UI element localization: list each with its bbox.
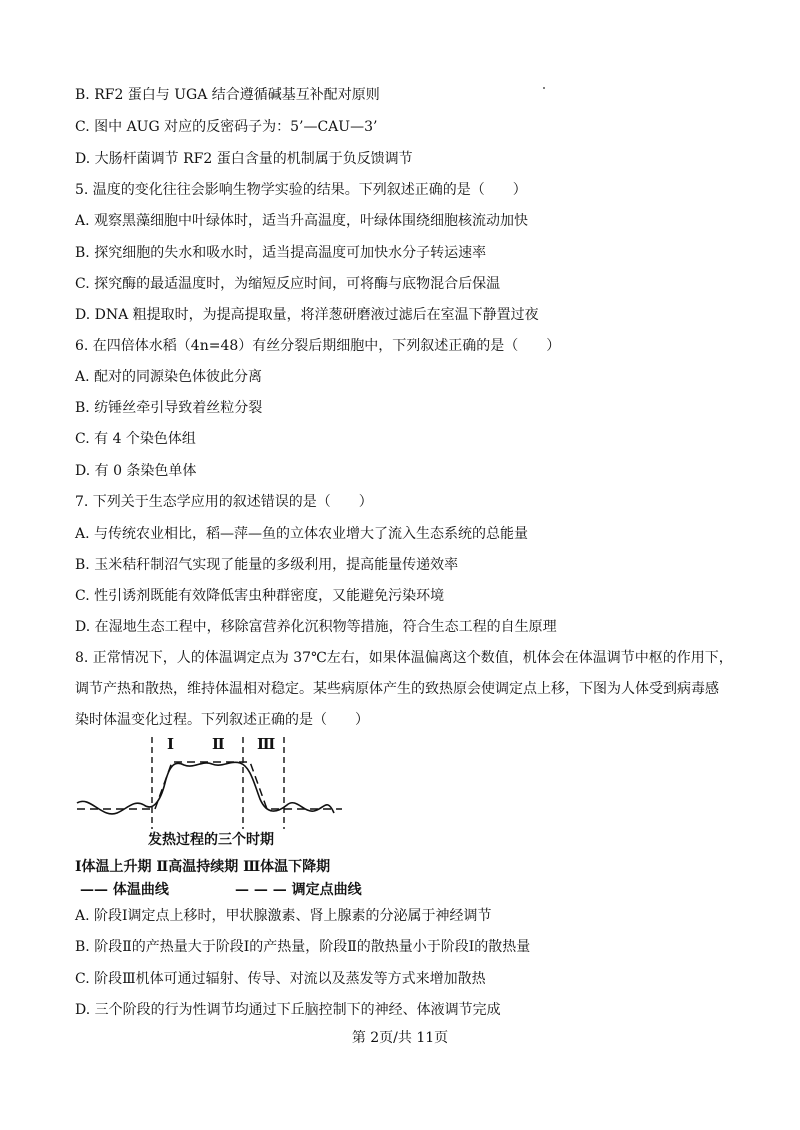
q5-option-d: D. DNA 粗提取时，为提高提取量，将洋葱研磨液过滤后在室温下静置过夜 [75,307,539,323]
q4-option-d: D. 大肠杆菌调节 RF2 蛋白含量的机制属于负反馈调节 [75,151,413,167]
set-point-curve [77,762,342,809]
q6-option-a: A. 配对的同源染色体彼此分离 [75,369,263,385]
q7-option-b: B. 玉米秸秆制沼气实现了能量的多级利用，提高能量传递效率 [75,557,459,573]
q8-stem-line2: 调节产热和散热，维持体温相对稳定。某些病原体产生的致热原会使调定点上移，下图为人体受到病毒感 [75,681,719,697]
legend-dashed-line: — — — 调定点曲线 [235,882,362,898]
q4-option-b: B. RF2 蛋白与 UGA 结合遵循碱基互补配对原则 [75,87,380,103]
q5-stem: 5. 温度的变化往往会影响生物学实验的结果。下列叙述正确的是（ ） [75,182,527,198]
q7-option-c: C. 性引诱剂既能有效降低害虫种群密度，又能避免污染环境 [75,588,445,604]
q7-option-d: D. 在湿地生态工程中，移除富营养化沉积物等措施，符合生态工程的自生原理 [75,619,557,635]
body-temperature-curve [77,762,334,814]
q6-option-c: C. 有 4 个染色体组 [75,431,196,447]
q6-option-b: B. 纺锤丝牵引导致着丝粒分裂 [75,400,263,416]
q5-option-c: C. 探究酶的最适温度时，为缩短反应时间，可将酶与底物混合后保温 [75,276,501,292]
fever-phase-diagram [72,733,362,853]
figure-caption: 发热过程的三个时期 [148,832,274,848]
q8-stem-line1: 8. 正常情况下，人的体温调定点为 37℃左右，如果体温偏离这个数值，机体会在体温调节中枢的作用下， [75,650,733,666]
q6-stem: 6. 在四倍体水稻（4n=48）有丝分裂后期细胞中，下列叙述正确的是（ ） [75,338,561,354]
q6-option-d: D. 有 0 条染色单体 [75,463,197,479]
q5-option-b: B. 探究细胞的失水和吸水时，适当提高温度可加快水分子转运速率 [75,245,487,261]
q4-option-c: C. 图中 AUG 对应的反密码子为：5’—CAU—3’ [75,119,378,135]
legend-solid-line: —— 体温曲线 [80,882,169,898]
q8-option-d: D. 三个阶段的行为性调节均通过下丘脑控制下的神经、体液调节完成 [75,1002,501,1018]
q8-option-b: B. 阶段Ⅱ的产热量大于阶段Ⅰ的产热量，阶段Ⅱ的散热量小于阶段Ⅰ的散热量 [75,939,531,955]
phase-label-2: Ⅱ [212,735,225,753]
legend-phases: Ⅰ体温上升期 Ⅱ高温持续期 Ⅲ体温下降期 [75,859,331,875]
q7-stem: 7. 下列关于生态学应用的叙述错误的是（ ） [75,494,373,510]
q7-option-a: A. 与传统农业相比，稻—萍—鱼的立体农业增大了流入生态系统的总能量 [75,526,529,542]
q8-option-a: A. 阶段Ⅰ调定点上移时，甲状腺激素、肾上腺素的分泌属于神经调节 [75,908,492,924]
q5-option-a: A. 观察黑藻细胞中叶绿体时，适当升高温度，叶绿体围绕细胞核流动加快 [75,213,529,229]
scan-speck [543,87,545,89]
page-number: 第 2页/共 11页 [351,1030,449,1046]
phase-label-1: Ⅰ [167,735,175,753]
q8-option-c: C. 阶段Ⅲ机体可通过辐射、传导、对流以及蒸发等方式来增加散热 [75,971,486,987]
q8-stem-line3: 染时体温变化过程。下列叙述正确的是（ ） [75,712,369,728]
phase-label-3: Ⅲ [257,735,276,753]
